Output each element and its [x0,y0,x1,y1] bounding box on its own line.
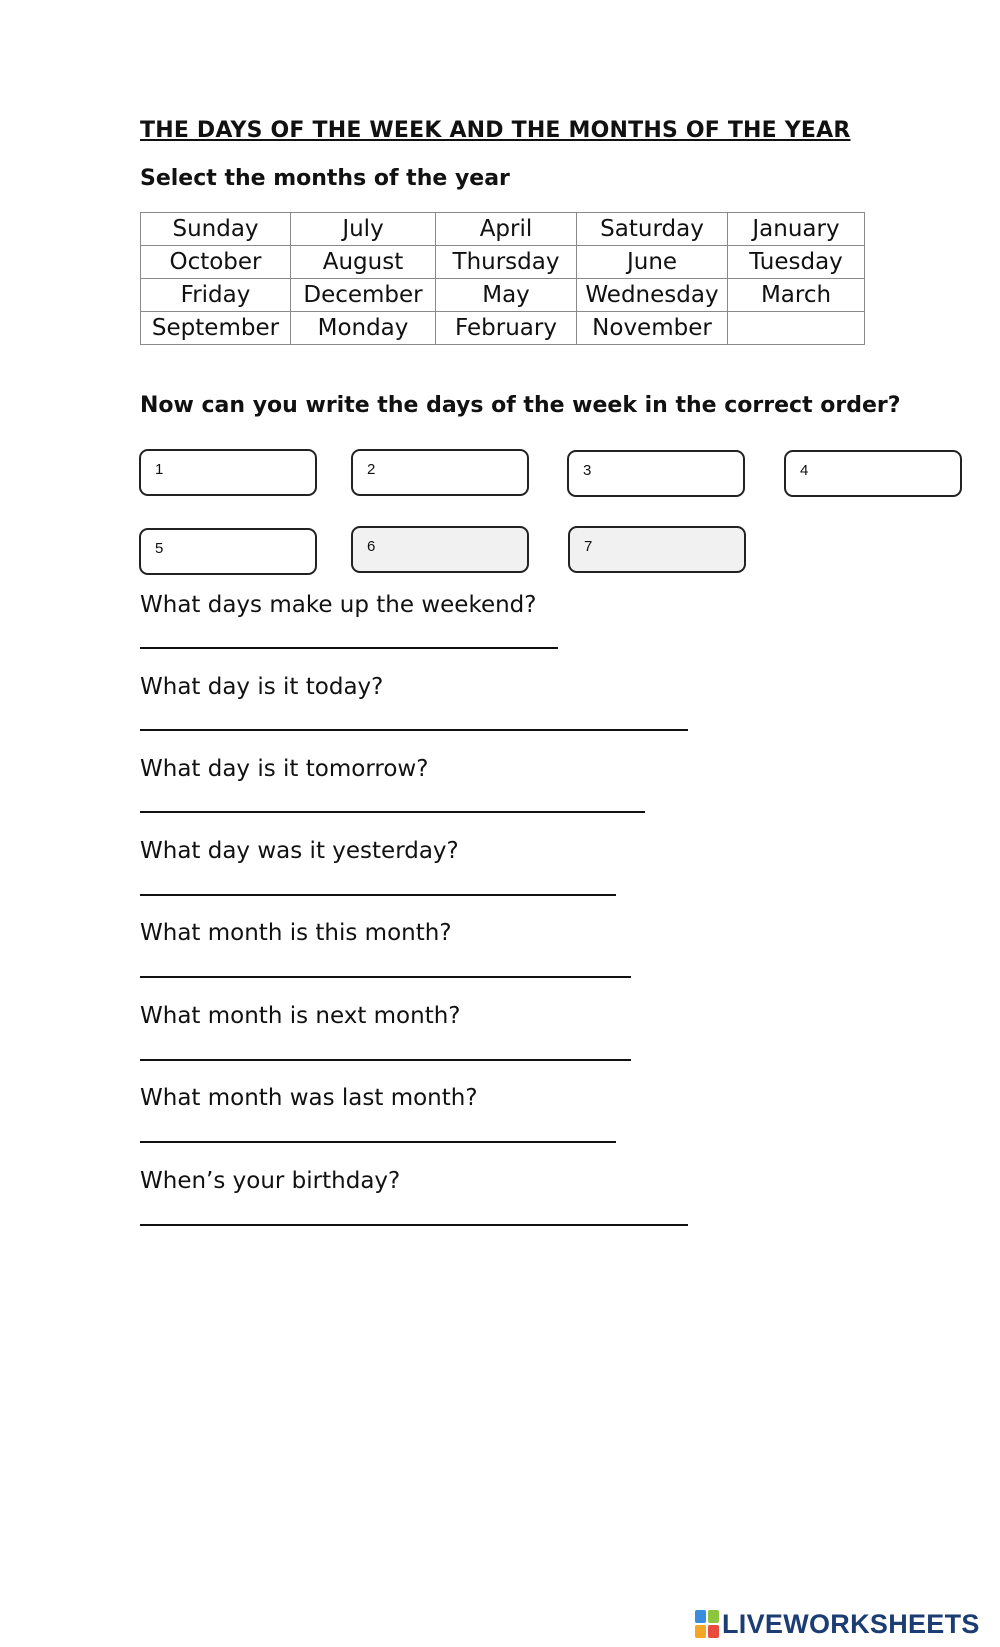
logo-tile [708,1610,719,1623]
box-number: 1 [155,461,164,478]
question-yesterday: What day was it yesterday? [140,838,459,864]
liveworksheets-logo-icon [695,1610,719,1638]
word-grid-row [141,213,865,246]
box-number: 7 [584,538,593,555]
word-cell[interactable]: Monday [291,312,436,345]
word-cell[interactable]: December [291,279,436,312]
question-birthday: When’s your birthday? [140,1168,401,1194]
word-cell[interactable]: July [291,213,436,246]
question-next-month: What month is next month? [140,1003,461,1029]
box-number: 2 [367,461,376,478]
word-cell[interactable]: Saturday [577,213,728,246]
question-this-month: What month is this month? [140,920,452,946]
answer-line[interactable] [140,894,616,896]
word-cell[interactable]: Thursday [436,246,577,279]
word-grid-row [141,246,865,279]
word-cell[interactable]: August [291,246,436,279]
answer-line[interactable] [140,1141,616,1143]
answer-line[interactable] [140,811,645,813]
select-months-instruction: Select the months of the year [140,166,510,191]
day-answer-box-1[interactable] [139,449,317,496]
question-today: What day is it today? [140,674,384,700]
word-grid-row [141,312,865,345]
box-number: 5 [155,540,164,557]
box-number: 4 [800,462,809,479]
box-number: 6 [367,538,376,555]
answer-line[interactable] [140,1059,631,1061]
word-cell[interactable]: November [577,312,728,345]
logo-tile [695,1625,706,1638]
worksheet-title: THE DAYS OF THE WEEK AND THE MONTHS OF THE YEAR [140,118,851,143]
day-answer-box-3[interactable] [567,450,745,497]
question-last-month: What month was last month? [140,1085,478,1111]
word-cell[interactable]: May [436,279,577,312]
answer-line[interactable] [140,647,558,649]
day-answer-box-6[interactable] [351,526,529,573]
word-cell[interactable]: January [728,213,865,246]
word-cell[interactable]: September [141,312,291,345]
word-cell[interactable]: March [728,279,865,312]
logo-tile [708,1625,719,1638]
question-tomorrow: What day is it tomorrow? [140,756,429,782]
word-cell [728,312,865,345]
answer-line[interactable] [140,976,631,978]
day-answer-box-2[interactable] [351,449,529,496]
question-weekend: What days make up the weekend? [140,592,537,618]
word-cell[interactable]: April [436,213,577,246]
word-grid [140,212,865,345]
liveworksheets-logo [695,1609,980,1639]
word-cell[interactable]: February [436,312,577,345]
box-number: 3 [583,462,592,479]
word-grid-row [141,279,865,312]
word-cell[interactable]: Wednesday [577,279,728,312]
order-instruction: Now can you write the days of the week in the correct order? [140,393,901,418]
day-answer-box-5[interactable] [139,528,317,575]
word-cell[interactable]: June [577,246,728,279]
word-cell[interactable]: Tuesday [728,246,865,279]
word-cell[interactable]: Sunday [141,213,291,246]
day-answer-box-7[interactable] [568,526,746,573]
word-cell[interactable]: October [141,246,291,279]
answer-line[interactable] [140,1224,688,1226]
day-answer-box-4[interactable] [784,450,962,497]
answer-line[interactable] [140,729,688,731]
logo-text: LIVEWORKSHEETS [722,1608,980,1639]
logo-tile [695,1610,706,1623]
word-cell[interactable]: Friday [141,279,291,312]
